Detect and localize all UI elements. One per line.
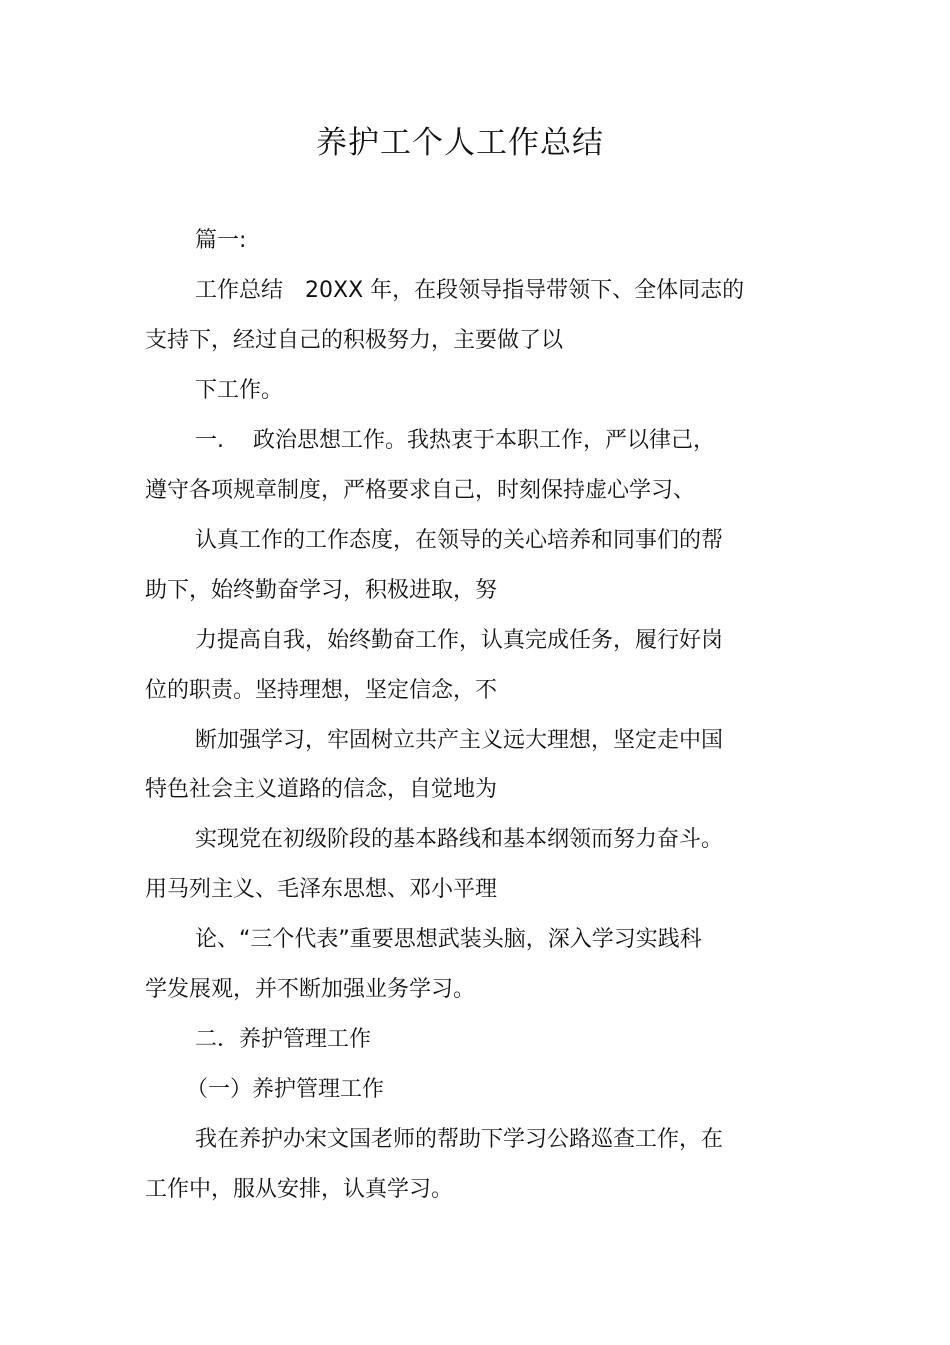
text-line: 我在养护办宋文国老师的帮助下学习公路巡查工作，在	[195, 1127, 724, 1152]
text-line: 位的职责。坚持理想，坚定信念，不	[145, 678, 498, 703]
document-title: 养护工个人工作总结	[316, 125, 604, 161]
text-line: 支持下，经过自己的积极努力，主要做了以	[145, 328, 564, 353]
text-line: 二．养护管理工作	[195, 1027, 372, 1052]
text-line: 特色社会主义道路的信念，自觉地为	[145, 777, 498, 802]
text-line: 助下，始终勤奋学习，积极进取，努	[145, 578, 498, 603]
text-line: 用马列主义、毛泽东思想、邓小平理	[145, 877, 498, 902]
text-line: 学发展观，并不断加强业务学习。	[145, 977, 476, 1002]
text-line: （一）养护管理工作	[186, 1077, 385, 1102]
text-line: 力提高自我，始终勤奋工作，认真完成任务，履行好岗	[195, 628, 724, 653]
text-line: 遵守各项规章制度，严格要求自己，时刻保持虚心学习、	[145, 478, 696, 503]
text-line: 实现党在初级阶段的基本路线和基本纲领而努力奋斗。	[195, 827, 724, 852]
text-line: 断加强学习，牢固树立共产主义远大理想，坚定走中国	[195, 728, 724, 753]
text-line: 一. 政治思想工作。我热衷于本职工作，严以律己，	[195, 428, 715, 453]
text-line: 工作中，服从安排，认真学习。	[145, 1177, 454, 1202]
text-line: 论、“三个代表”重要思想武装头脑，深入学习实践科	[195, 927, 702, 952]
text-line: 工作总结 20XX 年，在段领导指导带领下、全体同志的	[195, 278, 745, 303]
text-line: 认真工作的工作态度，在领导的关心培养和同事们的帮	[195, 528, 724, 553]
text-line: 下工作。	[195, 378, 284, 403]
text-line: 篇一:	[195, 228, 247, 253]
